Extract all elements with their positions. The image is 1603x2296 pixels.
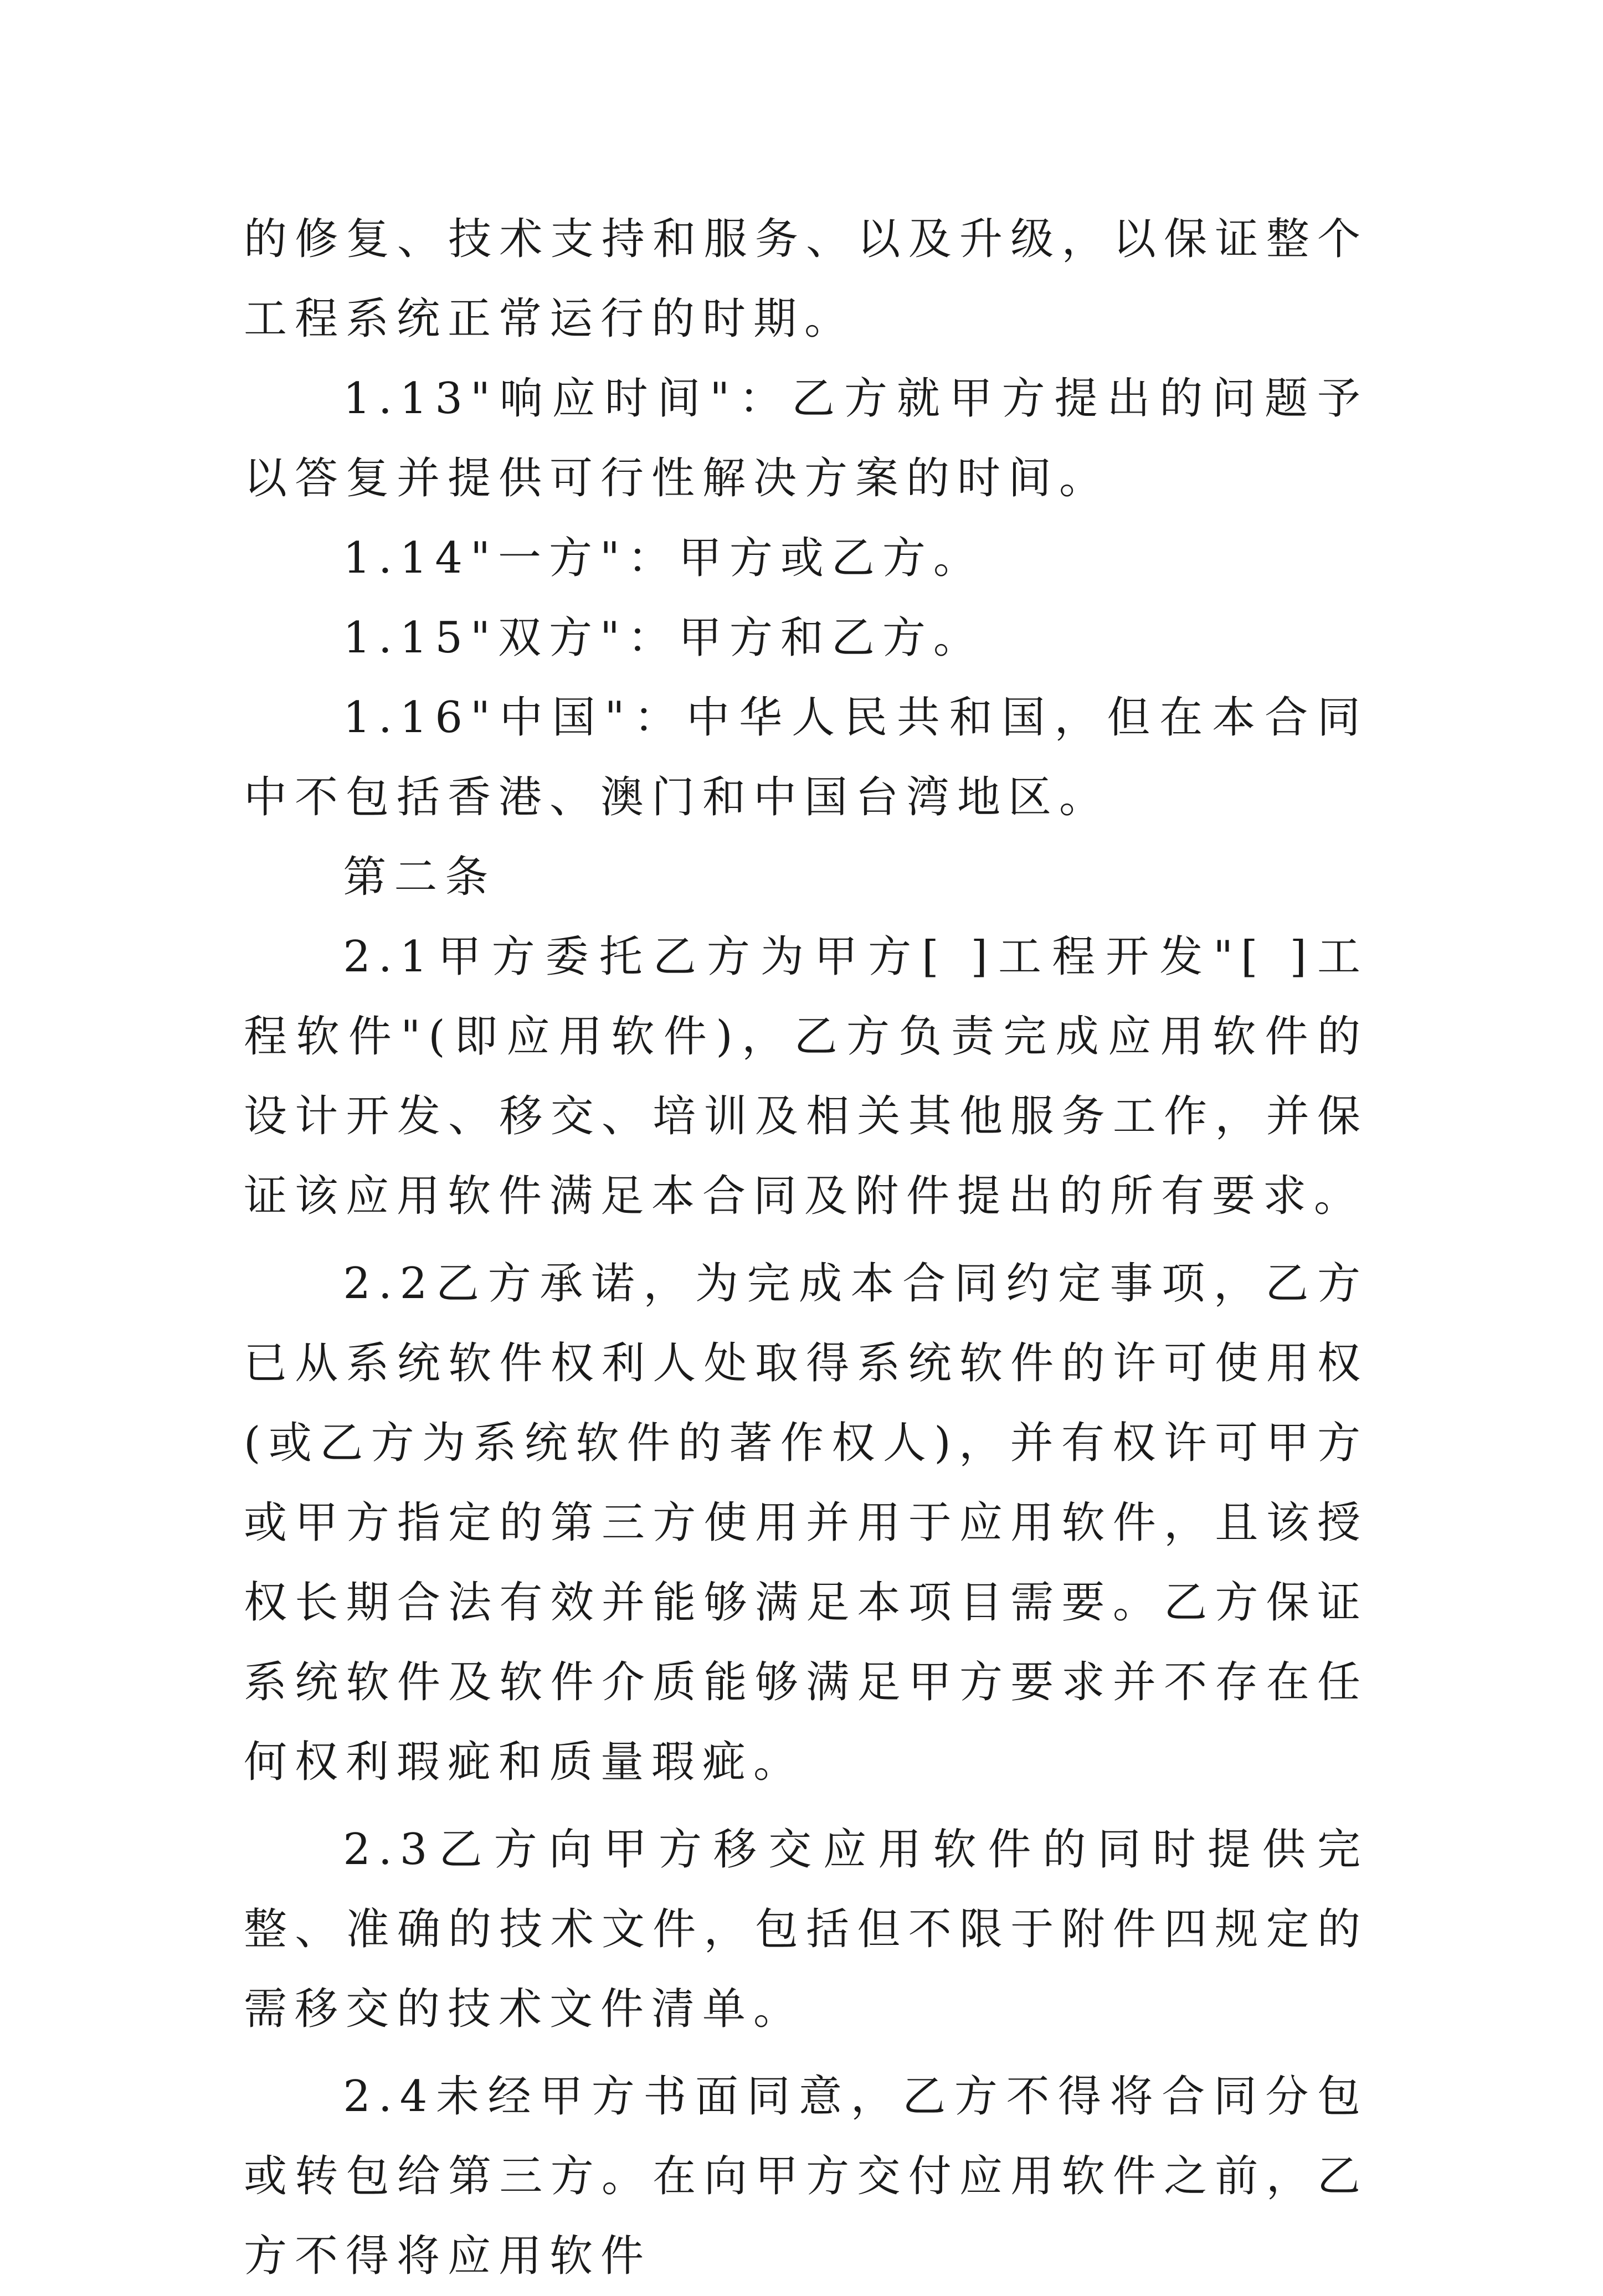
section-heading-article-2: 第二条: [343, 852, 496, 902]
paragraph-continuation: 的修复、技术支持和服务、以及升级，以保证整个工程系统正常运行的时期。: [244, 214, 1368, 344]
paragraph-2-3: 2.3乙方向甲方移交应用软件的同时提供完整、准确的技术文件，包括但不限于附件四规定的需移交的技术文件清单。: [244, 1825, 1368, 2034]
paragraph-2-1: 2.1甲方委托乙方为甲方[ ]工程开发"[ ]工程软件"(即应用软件)，乙方负责完成应用软件的设计开发、移交、培训及相关其他服务工作，并保证该应用软件满足本合同及附件提出的所有要求。: [244, 932, 1368, 1221]
paragraph-1-13: 1.13"响应时间"：乙方就甲方提出的问题予以答复并提供可行性解决方案的时间。: [244, 374, 1368, 503]
paragraph-1-14: 1.14"一方"：甲方或乙方。: [343, 533, 984, 583]
document-body: [244, 199, 1368, 2296]
paragraph-1-15: 1.15"双方"：甲方和乙方。: [343, 613, 984, 663]
paragraph-1-16: 1.16"中国"：中华人民共和国，但在本合同中不包括香港、澳门和中国台湾地区。: [244, 693, 1368, 822]
paragraph-2-4: 2.4未经甲方书面同意，乙方不得将合同分包或转包给第三方。在向甲方交付应用软件之前，乙方不得将应用软件: [244, 2072, 1368, 2281]
paragraph-2-2: 2.2乙方承诺，为完成本合同约定事项，乙方已从系统软件权利人处取得系统软件的许可使用权(或乙方为系统软件的著作权人)，并有权许可甲方或甲方指定的第三方使用并用于应用软件，且该授权长期合法有效并能够满足本项目需要。乙方保证系统软件及软件介质能够满足甲方要求并不存在任何权利瑕疵和质量瑕疵。: [244, 1259, 1368, 1787]
